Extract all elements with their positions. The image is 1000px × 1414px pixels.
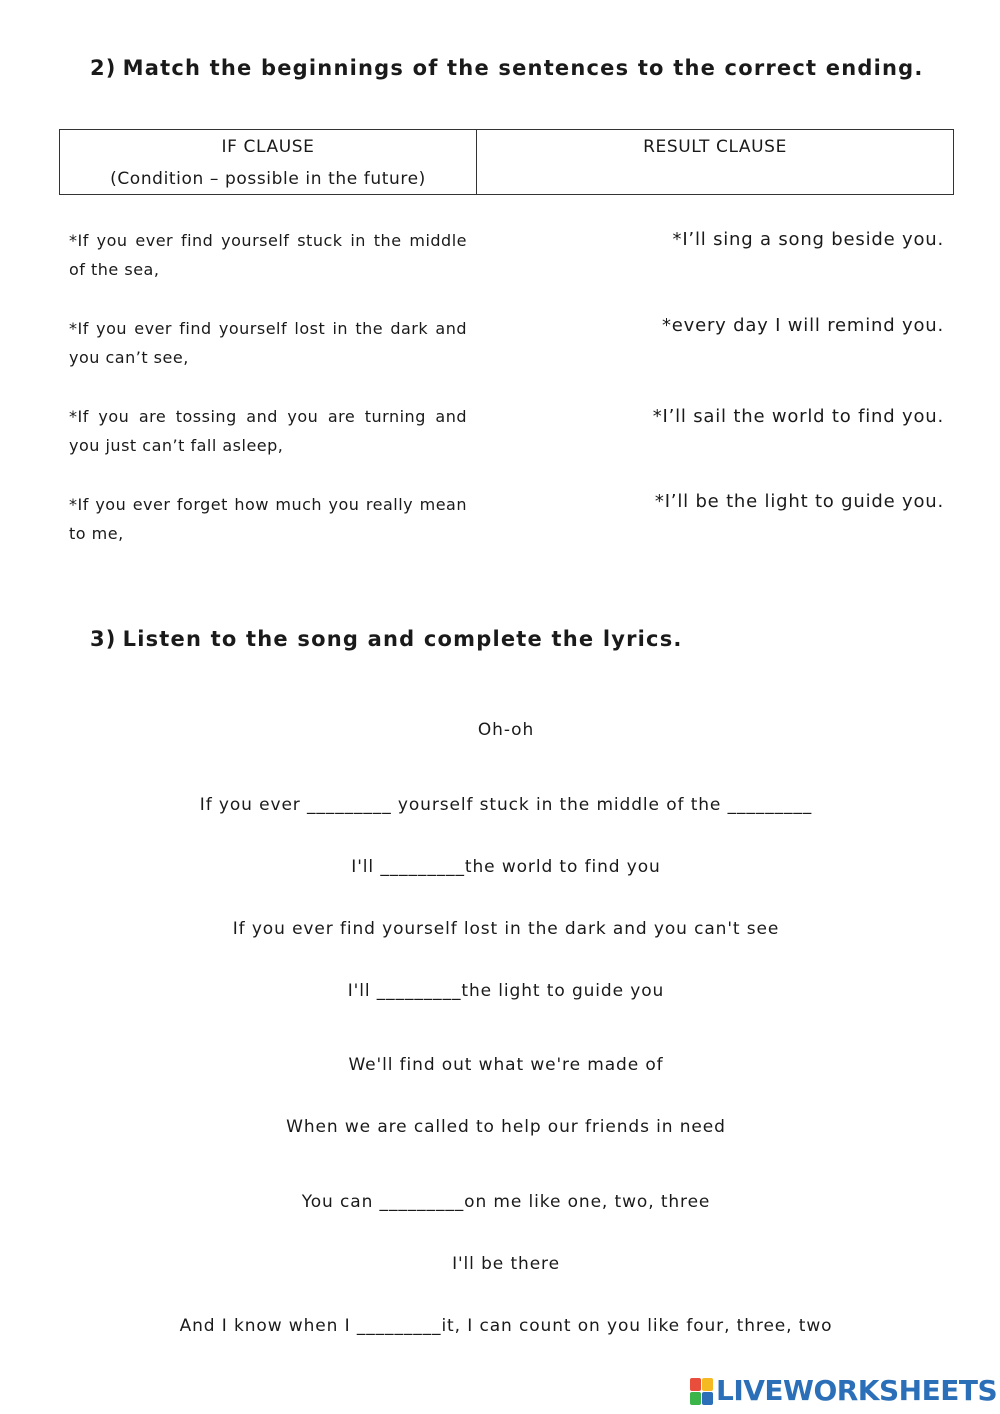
liveworksheets-logo[interactable] [690,1374,997,1407]
result-clause-header: RESULT CLAUSE [643,137,787,157]
lyric-line: Oh-oh [477,720,535,740]
lyric-line: If you ever find yourself lost in the dark and you can't see [232,919,780,939]
logo-text: LIVEWORKSHEETS [716,1374,998,1407]
if-clause-subheader: (Condition – possible in the future) [110,169,426,189]
lyric-line: I'll be there [452,1254,560,1274]
section-2-title: Match the beginnings of the sentences to the correct ending. [122,56,924,80]
logo-square [690,1378,701,1391]
section-3-number: 3) [90,627,117,651]
if-clause-item[interactable]: *If you ever find yourself stuck in the middle of the sea, [69,231,467,279]
if-clause-header: IF CLAUSE [221,137,315,157]
if-clause-column-header [60,130,477,194]
logo-square [690,1392,701,1405]
if-clause-item[interactable]: *If you ever forget how much you really mean to me, [69,495,467,543]
logo-square [702,1378,713,1391]
logo-square [702,1392,713,1405]
section-2-heading [90,56,924,80]
result-clause-item[interactable]: *I’ll sail the world to find you. [652,406,944,427]
result-clause-column-header [477,130,953,194]
clause-table [59,129,954,195]
section-2-number: 2) [90,56,117,80]
if-clause-item[interactable]: *If you ever find yourself lost in the dark and you can’t see, [69,319,467,367]
result-clause-item[interactable]: *I’ll be the light to guide you. [654,491,944,512]
lyric-line-with-blank[interactable]: You can _________on me like one, two, three [301,1192,711,1212]
lyric-line: We'll find out what we're made of [348,1055,664,1075]
section-3-title: Listen to the song and complete the lyrics. [122,627,683,651]
if-clause-item[interactable]: *If you are tossing and you are turning and you just can’t fall asleep, [69,407,467,455]
liveworksheets-logo-icon [690,1378,712,1404]
result-clause-item[interactable]: *I’ll sing a song beside you. [672,229,944,250]
lyric-line-with-blank[interactable]: And I know when I _________it, I can count on you like four, three, two [179,1316,833,1336]
result-clause-item[interactable]: *every day I will remind you. [661,315,944,336]
lyric-line-with-blank[interactable]: I'll _________the light to guide you [347,981,665,1001]
lyric-line: When we are called to help our friends in need [286,1117,726,1137]
lyric-line-with-blank[interactable]: If you ever _________ yourself stuck in the middle of the _________ [199,795,813,815]
section-3-heading [90,627,683,651]
lyric-line-with-blank[interactable]: I'll _________the world to find you [351,857,661,877]
